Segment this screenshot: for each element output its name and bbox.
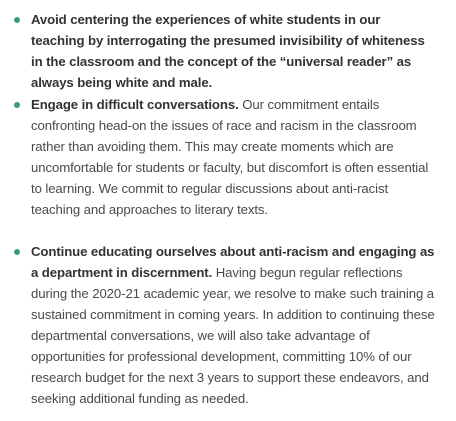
bullet-dot-icon xyxy=(14,249,20,255)
list-item-body: Our commitment entails confronting head-on the issues of race and racism in the classroom rather than avoiding them. This may create moments which are uncomfortable for students or faculty, but discomfort is often essential to learning. We commit to regular discussions about anti-racist teaching and approaches to literary texts. xyxy=(31,97,429,217)
list-item-text xyxy=(31,241,436,409)
list-item-lead: Continue educating ourselves about anti-racism and engaging as a department in discernment. xyxy=(31,244,435,280)
list-item-body: Having begun regular reflections during the 2020-21 academic year, we resolve to make such training a sustained commitment in coming years. In addition to continuing these departmental conversations, we will also take advantage of opportunities for professional development, committing 10% of our research budget for the next 3 years to support these endeavors, and seeking additional funding as needed. xyxy=(31,265,435,406)
bullet-dot-icon xyxy=(14,17,20,23)
bullet-dot-icon xyxy=(14,102,20,108)
list-item-text xyxy=(31,9,436,93)
list-item-lead: Avoid centering the experiences of white students in our teaching by interrogating the presumed invisibility of whiteness in the classroom and the concept of the “universal reader” as always being white and male. xyxy=(31,12,425,90)
list-item-lead: Engage in difficult conversations. xyxy=(31,97,239,112)
list-item-text xyxy=(31,94,436,220)
